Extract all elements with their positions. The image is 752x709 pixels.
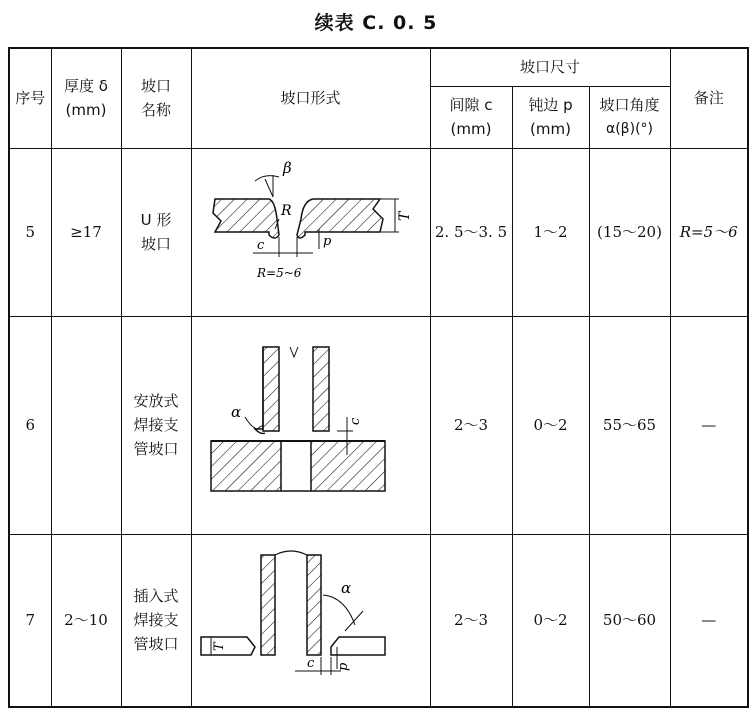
header-angle: [589, 86, 670, 148]
row6-name: [121, 316, 191, 534]
beta-label: β: [282, 158, 292, 177]
t-label: T: [211, 641, 227, 651]
header-gap-unit: (mm): [450, 120, 492, 138]
t-label: T: [396, 211, 413, 221]
header-thickness: [51, 48, 121, 148]
groove-table: [8, 47, 749, 708]
header-thickness-label: 厚度 δ: [64, 77, 108, 96]
p-label: p: [335, 662, 351, 671]
row7-blunt: 0～2: [512, 534, 589, 707]
row6-note: —: [670, 316, 748, 534]
row7-name-line3: 管坡口: [133, 635, 179, 653]
row5-note-text: R=5～6: [679, 223, 738, 241]
alpha-label: α: [340, 578, 351, 597]
row5-note: [670, 148, 748, 316]
row5-blunt: 1～2: [512, 148, 589, 316]
header-name-line2: 名称: [140, 101, 171, 120]
row6-gap: 2～3: [430, 316, 512, 534]
c-label: c: [306, 655, 314, 671]
row7-name-line2: 焊接支: [133, 611, 179, 629]
row5-angle: (15～20): [589, 148, 670, 316]
header-thickness-unit: (mm): [65, 101, 107, 120]
header-name: [121, 48, 191, 148]
row5-name-line1: U 形: [140, 211, 172, 229]
header-seq: 序号: [9, 48, 51, 148]
row5-gap: 2. 5～3. 5: [430, 148, 512, 316]
header-form: 坡口形式: [191, 48, 430, 148]
c-label: c: [256, 237, 264, 253]
row7-gap: 2～3: [430, 534, 512, 707]
row7-name-line1: 插入式: [133, 587, 179, 605]
header-gap: [430, 86, 512, 148]
row6-seq: 6: [9, 316, 51, 534]
row5-figure: [191, 148, 430, 316]
table-caption: 续表 C. 0. 5: [314, 12, 438, 34]
alpha-label: α: [230, 402, 241, 421]
header-angle-label: 坡口角度: [599, 96, 660, 114]
row5-seq: 5: [9, 148, 51, 316]
row6-blunt: 0～2: [512, 316, 589, 534]
header-note: 备注: [670, 48, 748, 148]
row7-thickness: 2～10: [51, 534, 121, 707]
header-blunt-label: 钝边 p: [528, 96, 573, 114]
r-label: R: [280, 202, 292, 219]
row7-seq: 7: [9, 534, 51, 707]
header-name-line1: 坡口: [140, 77, 171, 96]
row7-angle: 50～60: [589, 534, 670, 707]
c-label: c: [347, 417, 363, 425]
header-dims: 坡口尺寸: [430, 48, 670, 86]
row6-figure: [191, 316, 430, 534]
table-row: [9, 316, 748, 534]
header-blunt-unit: (mm): [530, 120, 571, 138]
set-on-branch-diagram: [195, 317, 427, 527]
row5-name: [121, 148, 191, 316]
table-row: [9, 534, 748, 707]
set-in-branch-diagram: [195, 535, 427, 699]
header-angle-unit: α(β)(°): [605, 121, 653, 137]
table-row: [9, 148, 748, 316]
row7-name: [121, 534, 191, 707]
r-caption: R=5~6: [256, 265, 301, 280]
row7-figure: [191, 534, 430, 707]
header-blunt: [512, 86, 589, 148]
row7-note: —: [670, 534, 748, 707]
row6-thickness: [51, 316, 121, 534]
row5-name-line2: 坡口: [140, 235, 171, 253]
row6-name-line3: 管坡口: [133, 440, 179, 458]
p-label: p: [322, 233, 331, 249]
header-gap-label: 间隙 c: [449, 96, 493, 114]
u-groove-diagram: [195, 149, 427, 309]
row5-thickness: ≥17: [51, 148, 121, 316]
row6-name-line2: 焊接支: [133, 416, 179, 434]
row6-angle: 55～65: [589, 316, 670, 534]
row6-name-line1: 安放式: [133, 392, 179, 410]
